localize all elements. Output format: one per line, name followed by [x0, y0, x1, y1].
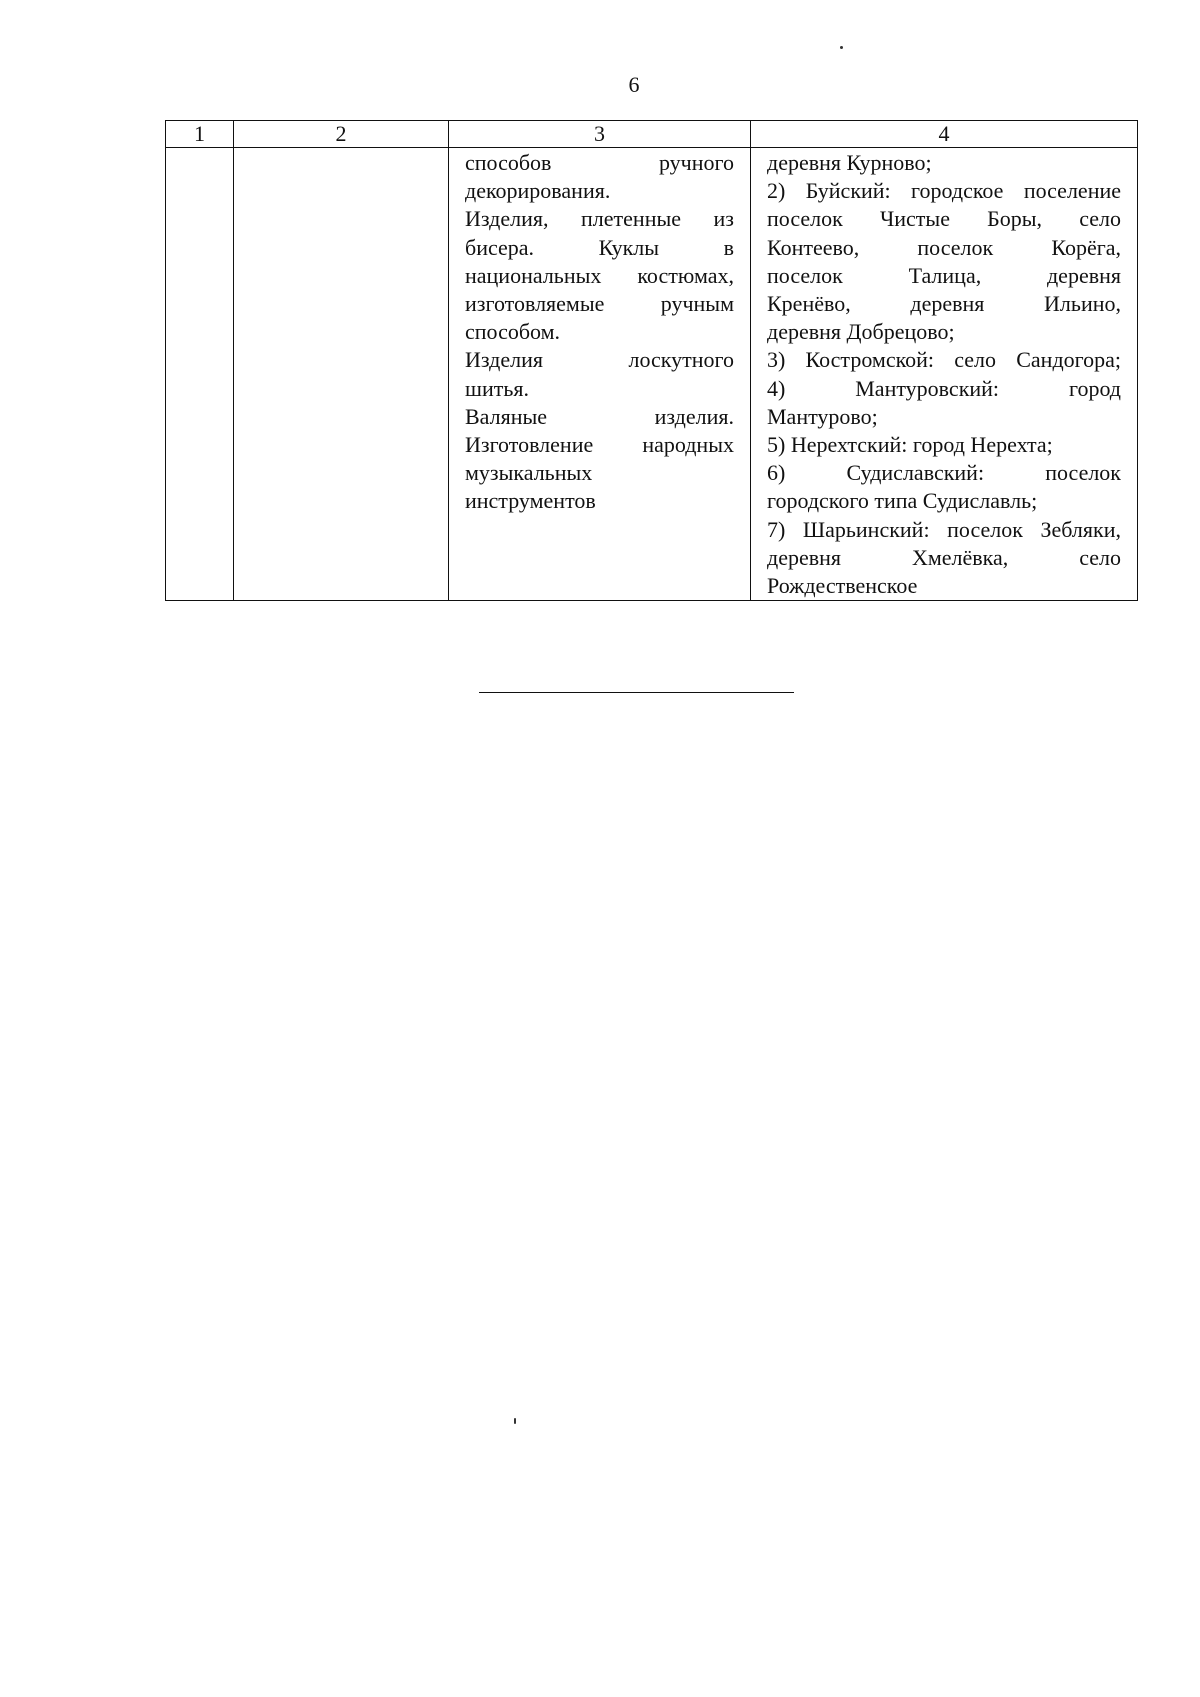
- text-line: 2) Буйский: городское поселение: [767, 178, 1121, 204]
- end-of-document-rule: [479, 692, 794, 693]
- column-header-4: 4: [751, 121, 1138, 148]
- text-line: шитья.: [465, 375, 529, 401]
- text-line: способом.: [465, 319, 561, 345]
- text-line: городского типа Судиславль;: [767, 488, 1038, 514]
- text-line: способов ручного: [465, 150, 734, 175]
- text-line: поселок Талица, деревня: [767, 262, 1121, 288]
- cell-col-1: [166, 148, 234, 601]
- page-number: 6: [628, 72, 640, 97]
- text-line: бисера. Куклы в: [465, 234, 734, 260]
- column-header-2: 2: [234, 121, 449, 148]
- text-line: Контеево, поселок Корёга,: [767, 234, 1121, 260]
- text-line: Валяные изделия.: [465, 403, 734, 429]
- text-line: музыкальных: [465, 460, 593, 486]
- text-line: национальных костюмах,: [465, 262, 734, 288]
- cell-col-4-localities: [751, 148, 1138, 601]
- text-line: 5) Нерехтский: город Нерехта;: [767, 432, 1053, 458]
- document-table: [165, 120, 1138, 601]
- scan-speck: [514, 1418, 516, 1424]
- scan-speck: [840, 46, 843, 49]
- cell-col-3-products: [449, 148, 751, 601]
- column-header-3: 3: [449, 121, 751, 148]
- text-line: Изделия лоскутного: [465, 347, 734, 373]
- text-line: изготовляемые ручным: [465, 291, 734, 317]
- text-line: Рождественское: [767, 573, 918, 599]
- text-line: Изделия, плетенные из: [465, 206, 734, 232]
- text-line: Кренёво, деревня Ильино,: [767, 291, 1121, 317]
- text-line: инструментов: [465, 488, 596, 514]
- text-line: поселок Чистые Боры, село: [767, 206, 1121, 232]
- text-line: 3) Костромской: село Сандогора;: [767, 347, 1121, 373]
- text-line: 7) Шарьинский: поселок Зебляки,: [767, 516, 1121, 542]
- text-line: Мантурово;: [767, 403, 878, 429]
- text-line: деревня Курново;: [767, 150, 932, 175]
- text-line: 4) Мантуровский: город: [767, 375, 1121, 401]
- table-header-row: [166, 121, 1138, 148]
- column-header-1: 1: [166, 121, 234, 148]
- text-line: деревня Хмелёвка, село: [767, 544, 1121, 570]
- cell-col-2: [234, 148, 449, 601]
- text-line: Изготовление народных: [465, 432, 734, 458]
- text-line: деревня Добрецово;: [767, 319, 955, 345]
- table-row: [166, 148, 1138, 601]
- text-line: 6) Судиславский: поселок: [767, 460, 1121, 486]
- text-line: декорирования.: [465, 178, 611, 204]
